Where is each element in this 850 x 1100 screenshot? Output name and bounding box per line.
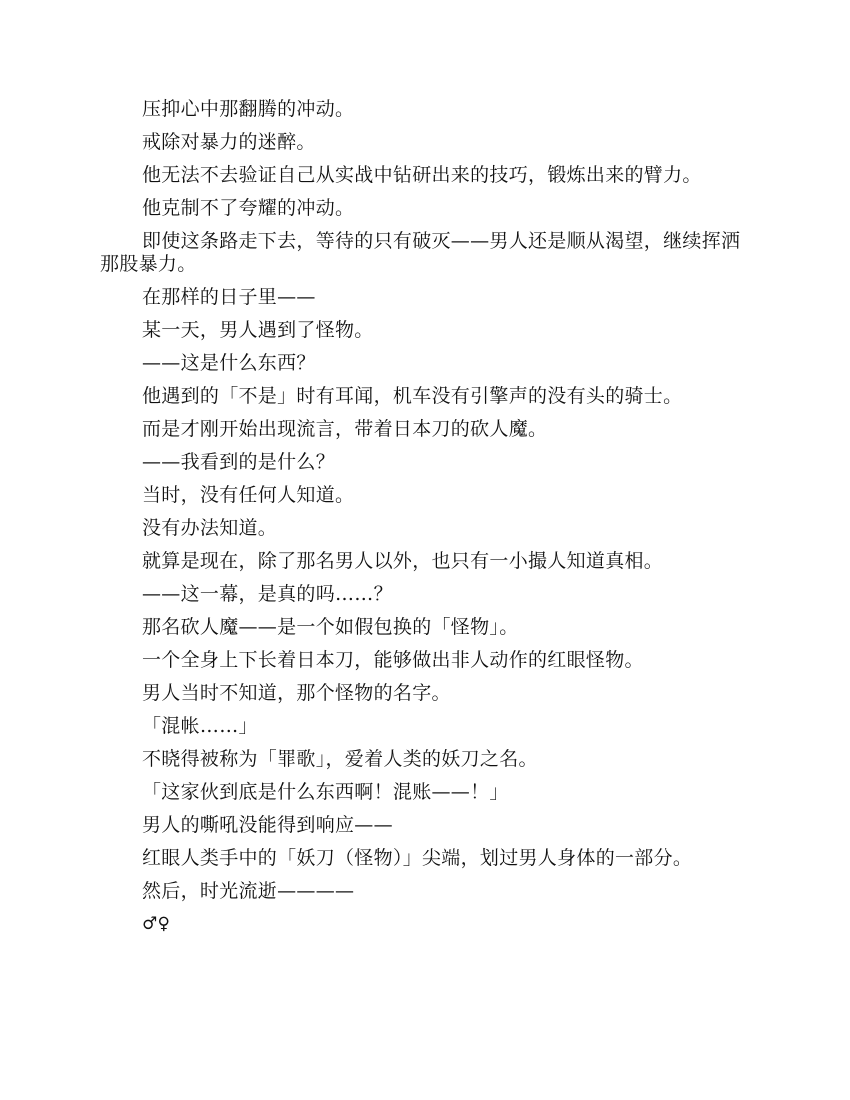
paragraph: 即使这条路走下去，等待的只有破灭——男人还是顺从渴望，继续挥洒那股暴力。	[100, 230, 741, 275]
section-break-symbols: ♂♀	[142, 914, 171, 934]
paragraph: 男人当时不知道，那个怪物的名字。	[142, 682, 451, 704]
paragraph: 某一天，男人遇到了怪物。	[142, 319, 374, 341]
paragraph: 他克制不了夸耀的冲动。	[142, 197, 355, 219]
paragraph: 「这家伙到底是什么东西啊！混账——！」	[142, 781, 509, 803]
paragraph: 他无法不去验证自己从实战中钻研出来的技巧，锻炼出来的臂力。	[142, 164, 702, 186]
paragraph: 当时，没有任何人知道。	[142, 484, 355, 506]
paragraph: 没有办法知道。	[142, 517, 278, 539]
paragraph: ——我看到的是什么？	[142, 451, 336, 473]
paragraph: 男人的嘶吼没能得到响应——	[142, 814, 393, 836]
document-body	[100, 98, 750, 946]
paragraph: 他遇到的「不是」时有耳闻，机车没有引擎声的没有头的骑士。	[142, 385, 683, 407]
paragraph: 一个全身上下长着日本刀，能够做出非人动作的红眼怪物。	[142, 649, 644, 671]
paragraph: 然后，时光流逝————	[142, 880, 355, 902]
paragraph: ——这一幕，是真的吗……？	[142, 583, 393, 605]
paragraph: 就算是现在，除了那名男人以外，也只有一小撮人知道真相。	[142, 550, 664, 572]
paragraph: 戒除对暴力的迷醉。	[142, 131, 316, 153]
paragraph: 那名砍人魔——是一个如假包换的「怪物」。	[142, 616, 519, 638]
paragraph: 而是才刚开始出现流言，带着日本刀的砍人魔。	[142, 418, 548, 440]
paragraph: 在那样的日子里——	[142, 286, 316, 308]
paragraph: 压抑心中那翻腾的冲动。	[142, 98, 355, 120]
paragraph: 不晓得被称为「罪歌」，爱着人类的妖刀之名。	[142, 748, 538, 770]
paragraph: 「混帐……」	[142, 715, 258, 737]
paragraph: 红眼人类手中的「妖刀（怪物）」尖端，划过男人身体的一部分。	[142, 847, 693, 869]
paragraph: ——这是什么东西？	[142, 352, 316, 374]
